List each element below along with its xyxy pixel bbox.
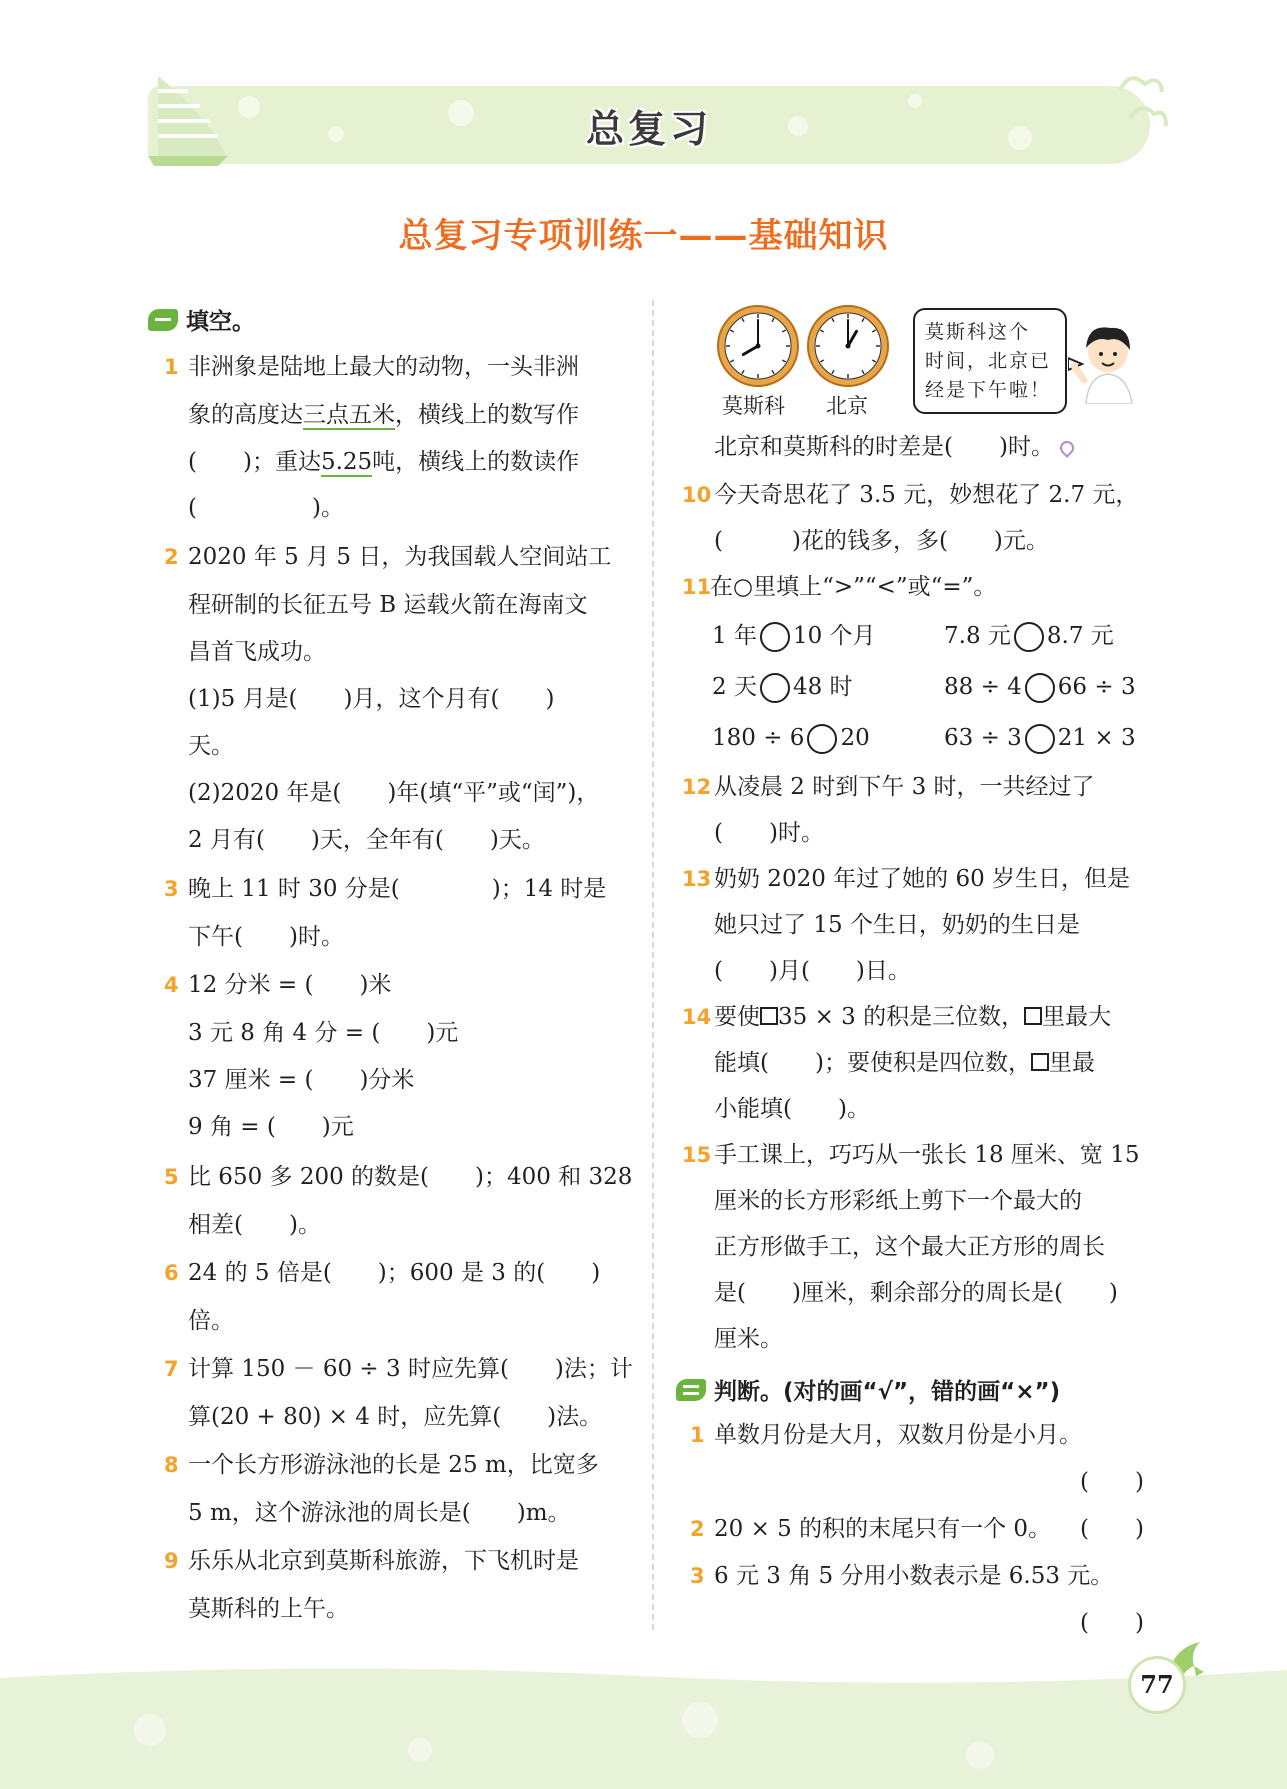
question-line: 计算 150 － 60 ÷ 3 时应先算( )法；计: [188, 1356, 633, 1382]
question-number: 2: [690, 1517, 705, 1541]
question-line: 厘米。: [714, 1326, 783, 1352]
underlined-text: 5.25: [320, 449, 373, 475]
question-line: 2020 年 5 月 5 日，为我国载人空间站工: [188, 544, 612, 570]
question-number: 11: [682, 575, 712, 599]
question-number: 7: [164, 1357, 179, 1381]
question-line: (1)5 月是( )月，这个月有( ): [188, 686, 555, 712]
question-number: 14: [682, 1005, 712, 1029]
question-line: 下午( )时。: [188, 924, 344, 950]
question-line: 象的高度达三点五米，横线上的数写作: [188, 402, 579, 428]
question-number: 12: [682, 775, 712, 799]
question-number: 8: [164, 1453, 179, 1477]
question-line: 北京和莫斯科的时差是( )时。: [714, 432, 1074, 462]
question-line: 昌首飞成功。: [188, 639, 326, 665]
question-number: 1: [164, 355, 179, 379]
question-line: 今天奇思花了 3.5 元，妙想花了 2.7 元，: [714, 482, 1139, 508]
question-number: 2: [164, 545, 179, 569]
moscow-clock-icon: [716, 304, 800, 388]
answer-parentheses[interactable]: ( ): [1080, 1469, 1144, 1495]
answer-parentheses[interactable]: ( ): [1080, 1610, 1144, 1636]
question-line: 37 厘米 = ( )分米: [188, 1067, 415, 1093]
question-line: ( )月( )日。: [714, 958, 911, 984]
question-line: 她只过了 15 个生日，奶奶的生日是: [714, 912, 1080, 938]
section-1-heading: [148, 303, 255, 333]
question-line: 相差( )。: [188, 1212, 321, 1238]
moscow-clock-label: 莫斯科: [722, 394, 785, 418]
section-2-heading: [676, 1373, 1060, 1403]
blank-square: [760, 1007, 778, 1025]
question-line: 手工课上，巧巧从一张长 18 厘米、宽 15: [714, 1142, 1140, 1168]
question-line: 单数月份是大月，双数月份是小月。: [714, 1422, 1082, 1448]
question-line: 要使 35 × 3 的积是三位数， 里最大: [714, 1004, 1112, 1030]
compare-circle[interactable]: [760, 673, 790, 703]
question-line: 算(20 + 80) × 4 时，应先算( )法。: [188, 1404, 603, 1430]
question-line: ( )花的钱多，多( )元。: [714, 528, 1049, 554]
question-line: 是( )厘米，剩余部分的周长是( ): [714, 1280, 1118, 1306]
question-line: 12 分米 = ( )米: [188, 972, 392, 998]
question-line: 正方形做手工，这个最大正方形的周长: [714, 1234, 1105, 1260]
compare-item: 1 年 10 个月: [712, 621, 876, 652]
question-line: 非洲象是陆地上最大的动物，一头非洲: [188, 354, 579, 380]
question-line: 晚上 11 时 30 分是( )；14 时是: [188, 876, 607, 902]
question-line: ( )。: [188, 495, 344, 521]
footer-band: [0, 1660, 1287, 1789]
beijing-clock-icon: [806, 304, 890, 388]
question-line: ( )；重达5.25吨，横线上的数读作: [188, 449, 580, 475]
compare-item: 7.8 元 8.7 元: [944, 621, 1114, 652]
sailboat-icon: [148, 76, 228, 166]
answer-parentheses[interactable]: ( ): [1080, 1516, 1144, 1542]
question-line: 从凌晨 2 时到下午 3 时，一共经过了: [714, 774, 1095, 800]
question-line: 能填( )；要使积是四位数， 里最: [714, 1050, 1095, 1076]
compare-circle[interactable]: [1025, 673, 1055, 703]
speech-bubble: [913, 308, 1067, 414]
underlined-text: 三点五米: [303, 402, 395, 428]
question-number: 3: [690, 1564, 705, 1588]
section-1-title: 填空。: [186, 309, 255, 335]
question-line: 3 元 8 角 4 分 = ( )元: [188, 1020, 459, 1046]
question-line: 9 角 = ( )元: [188, 1114, 354, 1140]
question-line: 莫斯科的上午。: [188, 1596, 349, 1622]
page-number: 77: [1128, 1656, 1186, 1714]
compare-circle[interactable]: [1014, 622, 1044, 652]
question-line: 5 m，这个游泳池的周长是( )m。: [188, 1500, 571, 1526]
compare-item: 180 ÷ 6 20: [712, 723, 870, 754]
question-line: 2 月有( )天，全年有( )天。: [188, 827, 545, 853]
question-number: 6: [164, 1261, 179, 1285]
compare-item: 2 天 48 时: [712, 672, 853, 703]
question-number: 9: [164, 1549, 179, 1573]
question-line: 24 的 5 倍是( )；600 是 3 的( ): [188, 1260, 601, 1286]
compare-item: 88 ÷ 4 66 ÷ 3: [944, 672, 1136, 703]
section-2-badge: [676, 1379, 706, 1401]
section-2-title: 判断。(对的画“√”，错的画“×”): [714, 1379, 1061, 1405]
question-line: 倍。: [188, 1308, 234, 1334]
header-banner: [148, 86, 1150, 164]
question-number: 15: [682, 1143, 712, 1167]
compare-circle[interactable]: [1025, 724, 1055, 754]
section-1-badge: [148, 309, 178, 331]
question-number: 3: [164, 877, 179, 901]
question-line: 20 × 5 的积的末尾只有一个 0。: [714, 1516, 1052, 1542]
question-line: 小能填( )。: [714, 1096, 870, 1122]
column-divider: [652, 300, 654, 1630]
cloud-icon: [1110, 70, 1170, 140]
question-line: 在○里填上“>”“<”或“=”。: [710, 574, 997, 600]
question-number: 10: [682, 483, 712, 507]
bubble-line: 莫斯科这个: [925, 321, 1031, 343]
question-number: 4: [164, 973, 179, 997]
page-subtitle: 总复习专项训练一——基础知识: [398, 216, 889, 256]
question-line: 一个长方形游泳池的长是 25 m，比宽多: [188, 1452, 599, 1478]
compare-circle[interactable]: [760, 622, 790, 652]
blank-square: [1031, 1053, 1049, 1071]
bubble-line: 时间，北京已: [925, 350, 1052, 372]
question-line: ( )时。: [714, 820, 824, 846]
beijing-clock-label: 北京: [826, 394, 868, 418]
question-line: 乐乐从北京到莫斯科旅游，下飞机时是: [188, 1548, 579, 1574]
question-line: 奶奶 2020 年过了她的 60 岁生日，但是: [714, 866, 1131, 892]
location-pin-icon: [1057, 438, 1077, 458]
boy-character-icon: [1068, 318, 1148, 404]
question-number: 13: [682, 867, 712, 891]
question-line: 天。: [188, 733, 234, 759]
question-number: 1: [690, 1423, 705, 1447]
question-line: 程研制的长征五号 B 运载火箭在海南文: [188, 592, 588, 618]
bubble-line: 经是下午啦！: [925, 379, 1052, 401]
compare-item: 63 ÷ 3 21 × 3: [944, 723, 1136, 754]
question-number: 5: [164, 1165, 179, 1189]
compare-circle[interactable]: [807, 724, 837, 754]
question-line: (2)2020 年是( )年(填“平”或“闰”)，: [188, 780, 600, 806]
banner-title: 总复习: [585, 107, 712, 151]
question-line: 厘米的长方形彩纸上剪下一个最大的: [714, 1188, 1082, 1214]
blank-square: [1024, 1007, 1042, 1025]
question-line: 6 元 3 角 5 分用小数表示是 6.53 元。: [714, 1563, 1114, 1589]
question-line: 比 650 多 200 的数是( )；400 和 328: [188, 1164, 633, 1190]
